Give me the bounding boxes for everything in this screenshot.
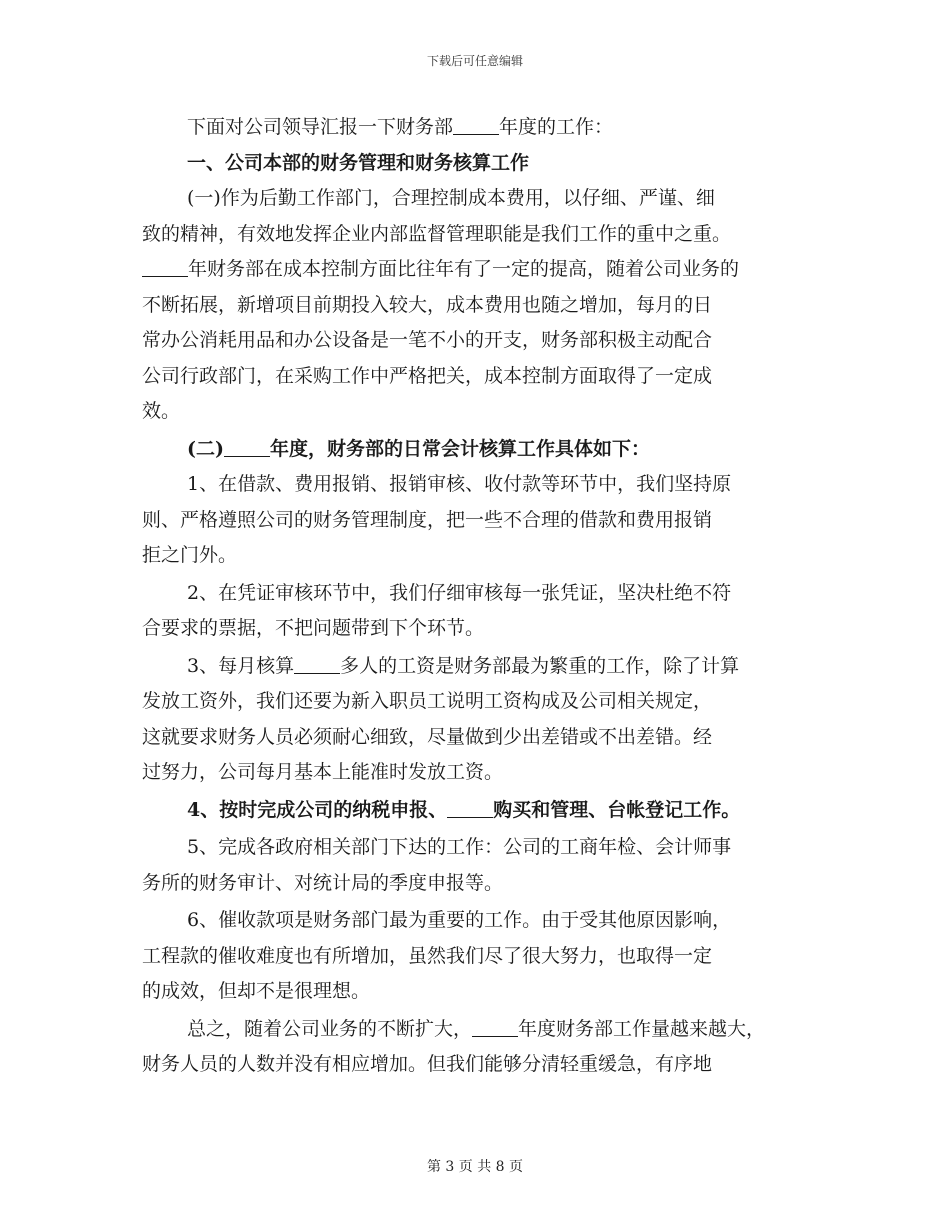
paragraph-line: 不断拓展，新增项目前期投入较大，成本费用也随之增加，每月的日 [142, 293, 713, 316]
list-item-line: 2、在凭证审核环节中，我们仔细审核每一张凭证，坚决杜绝不符 [187, 581, 732, 604]
list-item-line: 这就要求财务人员必须耐心细致，尽量做到少出差错或不出差错。经 [142, 725, 713, 748]
list-item-line: 6、催收款项是财务部门最为重要的工作。由于受其他原因影响， [187, 909, 732, 931]
section-heading-2 [142, 432, 832, 468]
list-item-line: 则、严格遵照公司的财务管理制度，把一些不合理的借款和费用报销 [142, 508, 713, 531]
paragraph-line [142, 252, 832, 288]
blank-underline [294, 655, 340, 674]
intro-line [142, 110, 832, 146]
text: 购买和管理、台帐登记工作。 [493, 798, 741, 821]
blank-underline [453, 116, 499, 135]
text: 年度，财务部的日常会计核算工作具体如下： [269, 437, 650, 460]
text: 年财务部在成本控制方面比往年有了一定的提高，随着公司业务的 [188, 258, 740, 280]
paragraph-line: 致的精神，有效地发挥企业内部监督管理职能是我们工作的重中之重。 [142, 222, 732, 245]
list-item-line: 的成效，但却不是很理想。 [142, 980, 371, 1002]
page-number: 第 3 页 共 8 页 [426, 1159, 524, 1175]
blank-underline [224, 438, 270, 457]
summary-line: 财务人员的人数并没有相应增加。但我们能够分清轻重缓急，有序地 [142, 1053, 713, 1075]
text: 年度的工作： [499, 116, 614, 138]
text: 总之，随着公司业务的不断扩大， [187, 1017, 473, 1040]
list-item-line: 拒之门外。 [142, 544, 238, 566]
text: 3、每月核算 [187, 654, 295, 677]
text: (二) [187, 437, 224, 460]
page-header-note: 下载后可任意编辑 [426, 54, 523, 68]
list-item-line: 5、完成各政府相关部门下达的工作：公司的工商年检、会计师事 [187, 836, 732, 858]
list-item-line [142, 793, 832, 829]
summary-line [142, 1012, 832, 1048]
blank-underline [472, 1018, 518, 1037]
list-item-line: 工程款的催收难度也有所增加，虽然我们尽了很大努力，也取得一定 [142, 944, 713, 967]
list-item-line [142, 649, 832, 685]
paragraph-line: 效。 [142, 400, 181, 422]
paragraph-line: (一)作为后勤工作部门，合理控制成本费用，以仔细、严谨、细 [187, 187, 715, 209]
list-item-line: 1、在借款、费用报销、报销审核、收付款等环节中，我们坚持原 [187, 473, 732, 495]
list-item-line: 合要求的票据，不把问题带到下个环节。 [142, 617, 485, 639]
paragraph-line: 公司行政部门，在采购工作中严格把关，成本控制方面取得了一定成 [142, 364, 713, 387]
list-item-line: 过努力，公司每月基本上能准时发放工资。 [142, 761, 504, 783]
text: 年度财务部工作量越来越大， [518, 1017, 766, 1040]
list-item-line: 发放工资外，我们还要为新入职员工说明工资构成及公司相关规定， [142, 690, 713, 712]
paragraph-line: 常办公消耗用品和办公设备是一笔不小的开支，财务部积极主动配合 [142, 329, 713, 351]
list-item-line: 务所的财务审计、对统计局的季度申报等。 [142, 871, 504, 894]
section-heading-1: 一、公司本部的财务管理和财务核算工作 [187, 151, 530, 174]
blank-underline [142, 258, 188, 277]
text: 4、按时完成公司的纳税申报、 [187, 798, 448, 821]
blank-underline [447, 799, 493, 818]
document-body [142, 110, 832, 1083]
text: 下面对公司领导汇报一下财务部 [187, 116, 454, 138]
text: 多人的工资是财务部最为繁重的工作，除了计算 [340, 654, 740, 677]
